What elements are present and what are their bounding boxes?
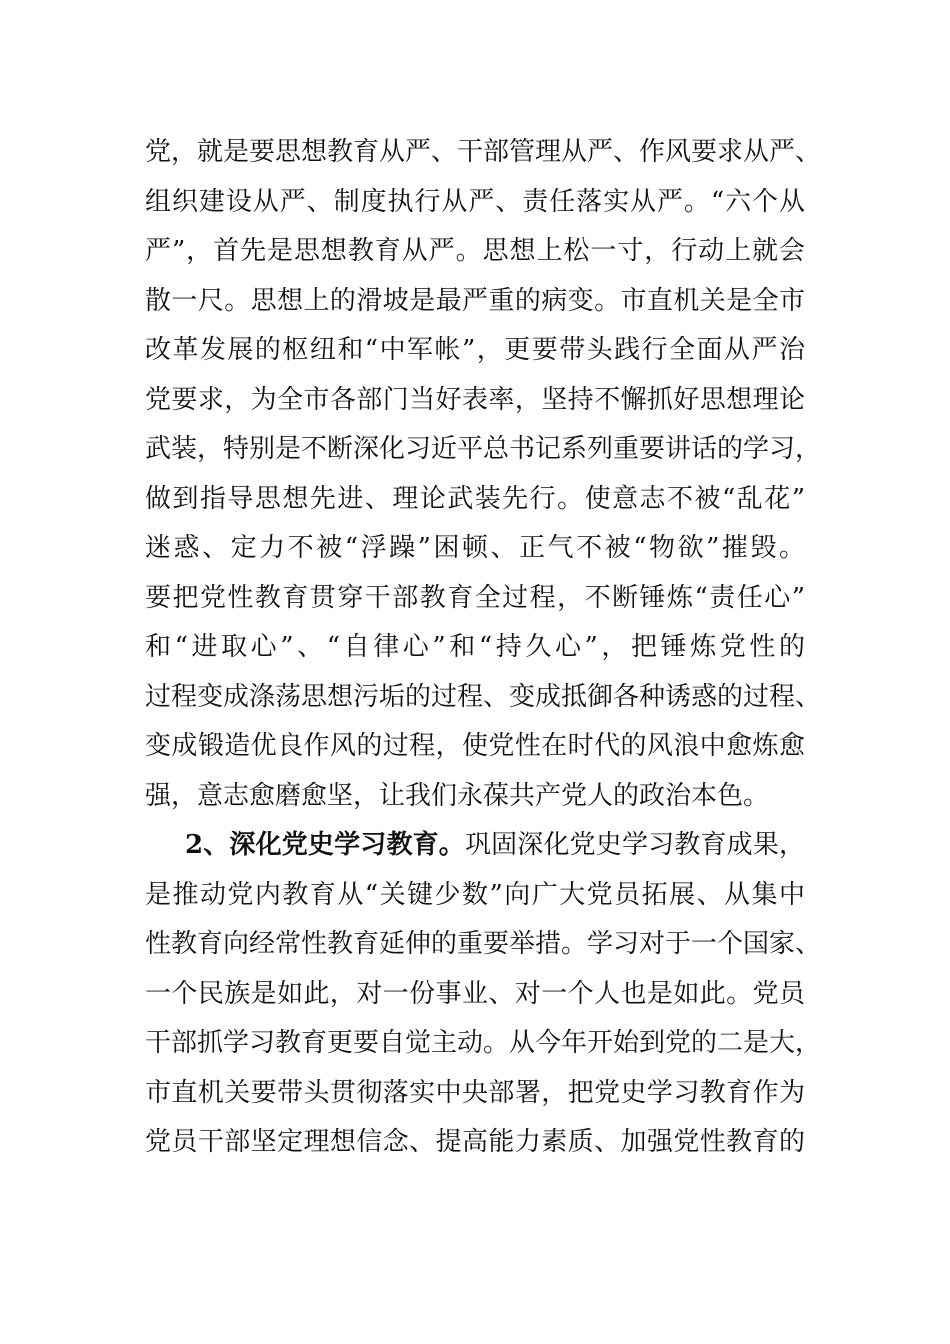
- text-line: 党，就是要思想教育从严、干部管理从严、作风要求从严、: [145, 137, 822, 167]
- section-heading: 2、深化党史学习教育。: [185, 830, 465, 860]
- text-line: 过程变成涤荡思想污垢的过程、变成抵御各种诱惑的过程、: [145, 681, 822, 712]
- text-line: 性教育向经常性教育延伸的重要举措。学习对于一个国家、: [145, 929, 822, 959]
- text-line: 要把党性教育贯穿干部教育全过程，不断锤炼“责任心”: [145, 582, 805, 613]
- text-line: 迷惑、定力不被“浮躁”困顿、正气不被“物欲”摧毁。: [145, 533, 805, 563]
- paragraph-1: [145, 128, 822, 821]
- document-body: [145, 128, 822, 1168]
- text-line: 严”，首先是思想教育从严。思想上松一寸，行动上就会: [145, 236, 805, 266]
- paragraph-2: [145, 821, 822, 1168]
- text-span: 巩固深化党史学习教育成果，: [464, 830, 805, 860]
- text-line: 党员干部坚定理想信念、提高能力素质、加强党性教育的: [145, 1127, 805, 1157]
- text-line: 市直机关要带头贯彻落实中央部署，把党史学习教育作为: [145, 1077, 805, 1108]
- text-line: 做到指导思想先进、理论武装先行。使意志不被“乱花”: [145, 483, 805, 514]
- text-line: 是推动党内教育从“关键少数”向广大党员拓展、从集中: [145, 879, 805, 910]
- text-line: 和“进取心”、“自律心”和“持久心”，把锤炼党性的: [145, 632, 805, 662]
- text-line: 组织建设从严、制度执行从严、责任落实从严。“六个从: [145, 186, 805, 217]
- text-line: 干部抓学习教育更要自觉主动。从今年开始到党的二是大，: [145, 1028, 822, 1058]
- text-line: 强，意志愈磨愈坚，让我们永葆共产党人的政治本色。: [145, 780, 770, 811]
- text-line: 武装，特别是不断深化习近平总书记系列重要讲话的学习，: [145, 434, 822, 464]
- text-line: 散一尺。思想上的滑坡是最严重的病变。市直机关是全市: [145, 285, 805, 316]
- paragraph-2-first-line: [145, 821, 805, 871]
- text-line: 变成锻造优良作风的过程，使党性在时代的风浪中愈炼愈: [145, 731, 805, 761]
- text-line: 改革发展的枢纽和“中军帐”，更要带头践行全面从严治: [145, 335, 805, 365]
- text-line: 一个民族是如此，对一份事业、对一个人也是如此。党员: [145, 978, 805, 1009]
- text-line: 党要求，为全市各部门当好表率，坚持不懈抓好思想理论: [145, 384, 805, 415]
